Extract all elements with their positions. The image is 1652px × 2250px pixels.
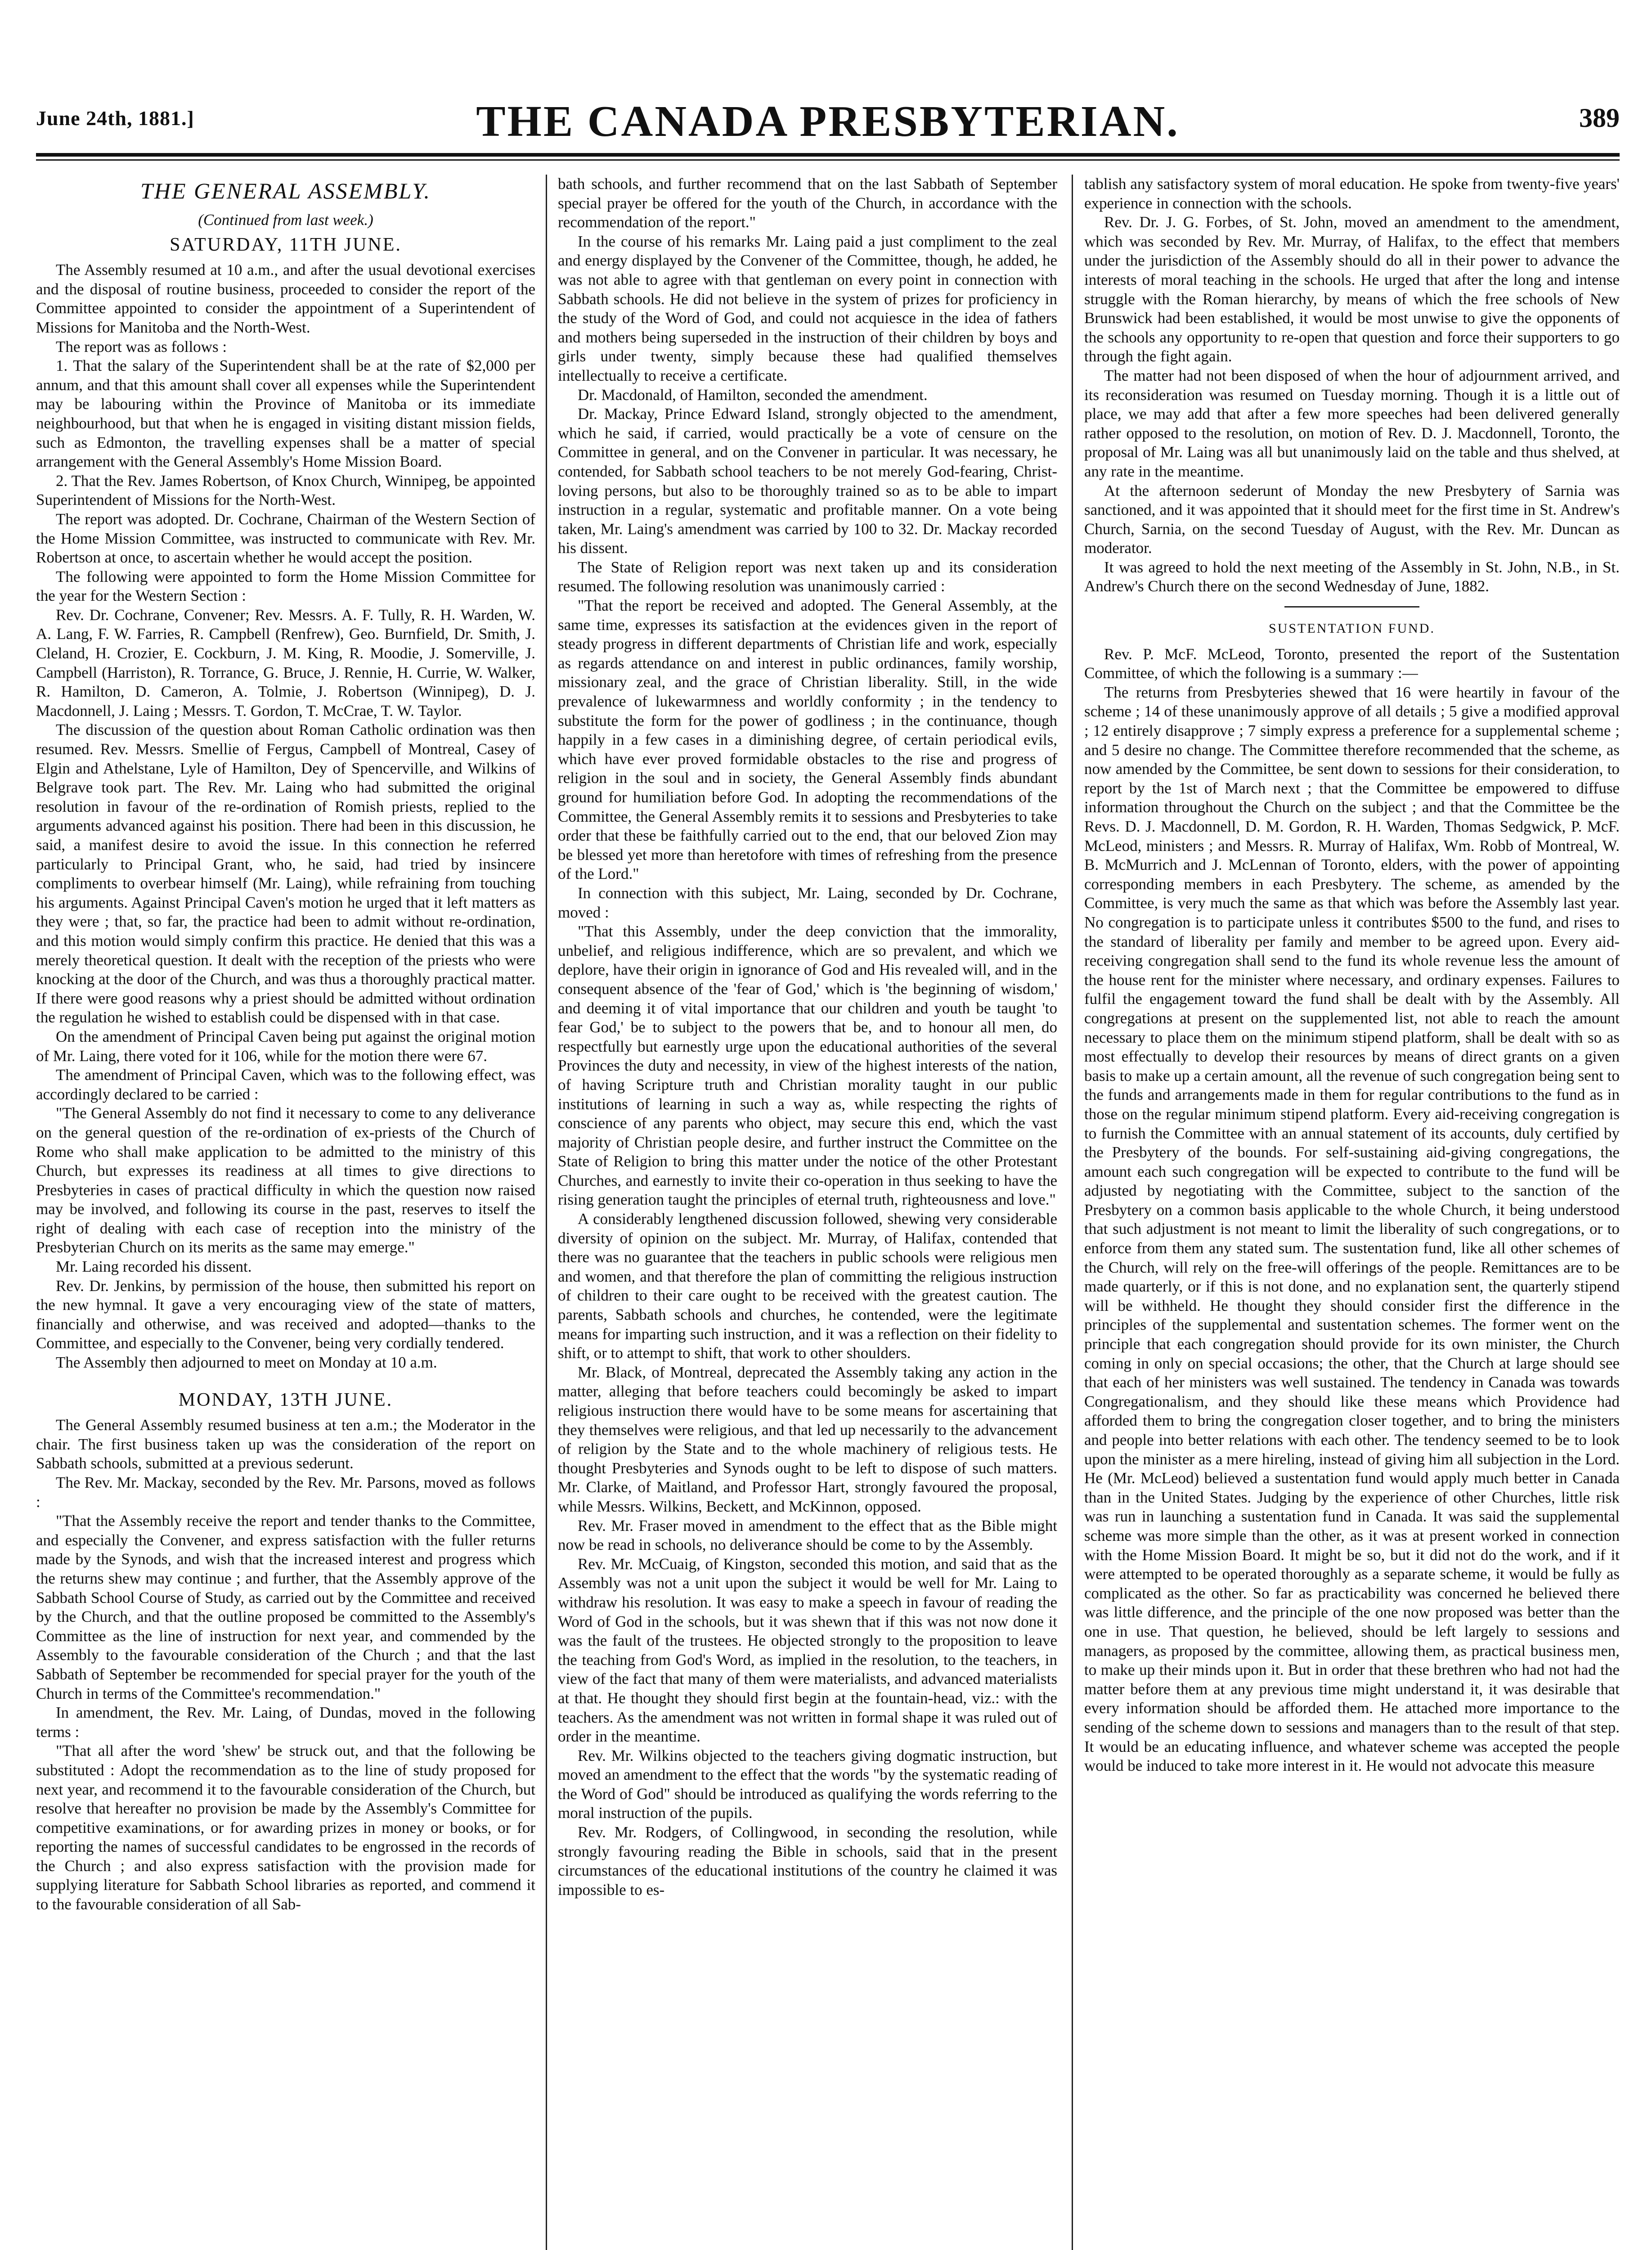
paragraph: The returns from Presbyteries shewed that 16 were heartily in favour of the scheme ; 14 of these unanimously approve of all details ; 5 give a modified approval ; 12 entirely disapprove ; 7 simply express a preference for a supplemental scheme ; and 5 desire no change. The Committee therefore recommended that the scheme, as now amended by the Committee, be sent down to sessions for their consideration, to report by the 1st of March next ; that the Committee be empowered to diffuse information throughout the Church on the subject ; and that the Committee be the Revs. D. J. Macdonnell, D. M. Gordon, R. H. Warden, Thomas Sedgwick, P. McF. McLeod, ministers ; and Messrs. R. Murray of Halifax, Wm. Robb of Montreal, W. B. McMurrich and J. McLennan of Toronto, elders, with the power of appointing corresponding members in each Presbytery. The scheme, as amended by the Committee, is very much the same as that which was before the Assembly last year. No congregation is to participate unless it contributes $500 to the fund, and rises to the standard of liberality per family and member to be agreed upon. Every aid-receiving congregation shall send to the fund its whole revenue less the amount of the house rent for the minister where necessary, and ordinary expenses. Failures to fulfil the engagement toward the fund shall be dealt with by the Assembly. All congregations at present on the supplemented list, not able to reach the amount necessary to place them on the minimum stipend platform, shall be dealt with so as most effectually to develop their resources by means of direct grants on a given basis to make up a certain amount, all the revenue of such congregation being sent to the funds and arrangements made in them for regular contributions to the fund as in those on the regular minimum stipend platform. Every aid-receiving congregation is to furnish the Committee with an annual statement of its accounts, duly certified by the Presbytery of the bounds. For self-sustaining aid-giving congregations, the amount each such congregation will be expected to contribute to the fund will be adjusted by negotiating with the Committee, subject to the sanction of the Presbytery on a common basis applicable to the whole Church, it being understood that such adjustment is not meant to limit the liberality of such congregations, or to enforce from them any stated sum. The sustentation fund, like all other schemes of the Church, will rely on the free-will offerings of the people. Remittances are to be made quarterly, or if this is not done, and no explanation sent, the quarterly stipend will be withheld. He thought they should consider first the difference in the principles of the supplemental and sustentation schemes. The former went on the principle that each congregation should provide for its own minister, the Church coming in only on special occasions; the other, that the Church at large should see that each of her ministers was well sustained. The tendency in Canada was towards Congregationalism, and they should like these means which Providence had afforded them to bring the congregation closer together, and to bring the ministers and people into better relations with each other. The tendency seemed to be to look upon the minister as a mere hireling, instead of giving him all subjection in the Lord. He (Mr. McLeod) believed a sustentation fund would apply much better in Canada than in the United States. Judging by the experience of other Churches, little risk was run in launching a sustentation fund in Canada. It was said the supplemental scheme was more simple than the other, as it was at present worked in connection with the Home Mission Board. It might be so, but it did not do the work, and if it were attempted to be operated thoroughly as a separate scheme, it would be fully as complicated as the other. So far as practicability was concerned he believed there was little difference, and the principle of the one now proposed was better than the one in use. That question, he believed, should be left largely to sessions and managers, as proposed by the committee, allowing them, as practical business men, to make up their minds upon it. But in order that these brethren who had not had the matter before them at any previous time might understand it, it was desirable that every information should be afforded them. He attached more importance to the sending of the scheme down to sessions and managers than to the result of that step. It would be an educating influence, and whatever scheme was accepted the people would be induced to take more interest in it. He would not advocate this measure	[1084, 683, 1620, 1775]
paragraph: The Assembly resumed at 10 a.m., and after the usual devotional exercises and the disposal of routine business, proceeded to consider the report of the Committee appointed to consider the appointment of a Superintendent of Missions for Manitoba and the North-West.	[36, 261, 535, 336]
paragraph: 2. That the Rev. James Robertson, of Knox Church, Winnipeg, be appointed Superintendent of Missions for the North-West.	[36, 472, 535, 509]
paragraph: tablish any satisfactory system of moral education. He spoke from twenty-five years' experience in connection with the schools.	[1084, 175, 1620, 212]
paragraph: "That this Assembly, under the deep conviction that the immorality, unbelief, and religious indifference, which are so prevalent, and which we deplore, have their origin in ignorance of God and His revealed will, and in the consequent absence of the 'fear of God,' which is 'the beginning of wisdom,' and deeming it of vital importance that our children and youth be taught 'to fear God,' be to subject to the powers that be, and to honour all men, do respectfully but earnestly urge upon the educational authorities of the several Provinces the duty and necessity, in view of the highest interests of the nation, of having Scripture truth and Christian morality taught in our public institutions of learning in such a way as, while respecting the rights of conscience of any parents who object, may secure this end, which the vast majority of Christian people desire, and further instruct the Committee on the State of Religion to bring this matter under the notice of the other Protestant Churches, and earnestly to invite their co-operation in thus seeking to have the rising generation taught the principles of eternal truth, righteousness and love."	[558, 922, 1057, 1209]
paragraph: On the amendment of Principal Caven being put against the original motion of Mr. Laing, there voted for it 106, while for the motion there were 67.	[36, 1027, 535, 1065]
column-2	[558, 175, 1057, 2250]
column-1	[36, 175, 535, 2250]
paragraph: The Rev. Mr. Mackay, seconded by the Rev. Mr. Parsons, moved as follows :	[36, 1474, 535, 1511]
masthead	[36, 95, 1620, 158]
paragraph: Mr. Black, of Montreal, deprecated the Assembly taking any action in the matter, alleging that before teachers could becomingly be asked to impart religious instruction there would have to be some means for ascertaining that they themselves were religious, and that led up necessarily to the advancement of religion by the State and to the whole machinery of religious tests. He thought Presbyteries and Synods ought to be left to dispose of such matters. Mr. Clarke, of Maitland, and Professor Hart, strongly favoured the proposal, while Messrs. Wilkins, Beckett, and McKinnon, opposed.	[558, 1363, 1057, 1515]
paragraph: Rev. Dr. Jenkins, by permission of the house, then submitted his report on the new hymnal. It gave a very encouraging view of the state of matters, financially and otherwise, and was received and adopted—thanks to the Committee, and especially to the Convener, being very cordially tendered.	[36, 1277, 535, 1352]
section-heading-sustentation-fund: SUSTENTATION FUND.	[1269, 621, 1435, 636]
paragraph: "That all after the word 'shew' be struck out, and that the following be substituted : Adopt the recommendation as to the line of study proposed for next year, and recommend it to the favourable consideration of the Church, but resolve that hereafter no provision be made by the Assembly's Committee for competitive examinations, or for awarding prizes in money or books, or for reporting the names of successful candidates to be engrossed in the records of the Church ; and also express satisfaction with the provision made for supplying literature for Sabbath School libraries as reported, and commend it to the favourable consideration of all Sab-	[36, 1742, 535, 1913]
paragraph: Rev. Dr. J. G. Forbes, of St. John, moved an amendment to the amendment, which was seconded by Rev. Mr. Murray, of Halifax, to the effect that members under the jurisdiction of the Assembly should do all in their power to advance the interests of moral teaching in the schools. He urged that after the long and intense struggle with the Roman hierarchy, by means of which the free schools of New Brunswick had been established, it would be most unwise to give the opponents of the schools any opportunity to re-open that question and force their supporters to go through the fight again.	[1084, 213, 1620, 365]
day-heading-saturday: SATURDAY, 11TH JUNE.	[170, 234, 402, 255]
paragraph: Dr. Mackay, Prince Edward Island, strongly objected to the amendment, which he said, if carried, would practically be a vote of censure on the Committee in general, and on the Convener in particular. It was necessary, he contended, for Sabbath school teachers to be not merely God-fearing, Christ-loving persons, but also to be thoroughly trained so as to be able to impart instruction in a regular, systematic and profitable manner. On a vote being taken, Mr. Laing's amendment was carried by 100 to 32. Dr. Mackay recorded his dissent.	[558, 405, 1057, 557]
masthead-rule-thin	[36, 159, 1620, 161]
masthead-rule-thick	[36, 153, 1620, 157]
paragraph: "The General Assembly do not find it necessary to come to any deliverance on the general question of the re-ordination of ex-priests of the Church of Rome who shall make application to be admitted to the ministry of this Church, but expresses its readiness at all times to give directions to Presbyteries in cases of practical difficulty in which the question now raised may be involved, and following its course in the past, reserves to itself the right of dealing with each case of reception into the ministry of the Presbyterian Church on its merits as the same may emerge."	[36, 1104, 535, 1256]
paragraph: In amendment, the Rev. Mr. Laing, of Dundas, moved in the following terms :	[36, 1704, 535, 1741]
paragraph: It was agreed to hold the next meeting of the Assembly in St. John, N.B., in St. Andrew's Church there on the second Wednesday of June, 1882.	[1084, 558, 1620, 595]
paragraph: A considerably lengthened discussion followed, shewing very considerable diversity of opinion on the subject. Mr. Murray, of Halifax, contended that there was no guarantee that the teachers in public schools were religious men and women, and that therefore the plan of committing the religious instruction of children to their care ought to be received with the greatest caution. The parents, Sabbath schools and churches, he contended, were the legitimate means for imparting such instruction, and it was a reflection on their fidelity to shift, or to attempt to shift, that work to other shoulders.	[558, 1210, 1057, 1362]
paragraph: Rev. Mr. McCuaig, of Kingston, seconded this motion, and said that as the Assembly was not a unit upon the subject it would be well for Mr. Laing to withdraw his resolution. It was easy to make a speech in favour of reading the Word of God in the schools, but it was shewn that if this was not now done it was the fault of the trustees. He objected strongly to the proposition to leave the teaching from God's Word, as implied in the resolution, to the teachers, in view of the fact that many of them were materialists, and advanced materialists at that. He thought they should first begin at the fountain-head, viz.: with the teachers. As the amendment was not written in formal shape it was ruled out of order in the meantime.	[558, 1555, 1057, 1746]
column-3	[1084, 175, 1620, 2250]
paragraph: 1. That the salary of the Superintendent shall be at the rate of $2,000 per annum, and that this amount shall cover all expenses while the Superintendent may be labouring within the Province of Manitoba or its immediate neighbourhood, but that when he is engaged in visiting distant mission fields, such as Edmonton, the travelling expenses shall be a matter of special arrangement with the General Assembly's Home Mission Board.	[36, 357, 535, 471]
paragraph: The matter had not been disposed of when the hour of adjournment arrived, and its reconsideration was resumed on Tuesday morning. Though it is a little out of place, we may add that after a few more speeches had been delivered generally rather opposed to the resolution, on motion of Rev. D. J. Macdonnell, Toronto, the proposal of Mr. Laing was all but unanimously laid on the table and thus shelved, at any rate in the meantime.	[1084, 366, 1620, 480]
paragraph: "That the report be received and adopted. The General Assembly, at the same time, expresses its satisfaction at the evidences given in the report of steady progress in different departments of Christian life and work, especially as regards attendance on and interest in public ordinances, family worship, missionary zeal, and the grace of Christian liberality. Still, in the wide prevalence of lukewarmness and worldly conformity ; in the tendency to substitute the form for the power of godliness ; in the continuance, though happily in a few cases in a diminishing degree, of certain periodical evils, which have ever proved formidable obstacles to the rise and progress of religion in the soul and in society, the General Assembly finds abundant ground for humiliation before God. In adopting the recommendations of the Committee, the General Assembly remits it to sessions and Presbyteries to take order that these be faithfully carried out to the end, that our beloved Zion may be blessed yet more than heretofore with times of refreshing from the presence of the Lord."	[558, 597, 1057, 883]
section-divider	[1284, 606, 1419, 608]
paragraph: In connection with this subject, Mr. Laing, seconded by Dr. Cochrane, moved :	[558, 884, 1057, 921]
issue-date: June 24th, 1881.]	[36, 107, 194, 130]
paragraph: The State of Religion report was next taken up and its consideration resumed. The following resolution was unanimously carried :	[558, 558, 1057, 595]
column-divider-1	[546, 175, 547, 2250]
paragraph: The discussion of the question about Roman Catholic ordination was then resumed. Rev. Messrs. Smellie of Fergus, Campbell of Montreal, Casey of Elgin and Athelstane, Lyle of Hamilton, Dey of Spencerville, and Wilkins of Belgrave took part. The Rev. Mr. Laing who had submitted the original resolution in favour of the re-ordination of Romish priests, replied to the arguments advanced against his position. There had been in this discussion, he said, a manifest desire to avoid the issue. In this connection he referred particularly to Principal Grant, who, he said, had tried by insincere compliments to overbear himself (Mr. Laing), while refraining from touching his arguments. Against Principal Caven's motion he urged that it left matters as they were ; that, so far, the practice had been to admit without re-ordination, and this motion would simply confirm this practice. He denied that this was a merely theoretical question. It dealt with the reception of the priests who were knocking at the door of the Church, and was thus a thoroughly practical matter. If there were good reasons why a priest should be admitted without ordination the regulation he wished to establish could be dispensed with in that case.	[36, 721, 535, 1026]
paragraph: The Assembly then adjourned to meet on Monday at 10 a.m.	[56, 1354, 437, 1372]
paragraph: At the afternoon sederunt of Monday the new Presbytery of Sarnia was sanctioned, and it was appointed that it should meet for the first time in St. Andrew's Church, Sarnia, on the second Tuesday of August, with the Rev. Mr. Duncan as moderator.	[1084, 482, 1620, 557]
article-title: THE GENERAL ASSEMBLY.	[140, 178, 431, 203]
paragraph: Rev. P. McF. McLeod, Toronto, presented the report of the Sustentation Committee, of which the following is a summary :—	[1084, 645, 1620, 682]
paragraph: "That the Assembly receive the report and tender thanks to the Committee, and especially the Convener, and express satisfaction with the fuller returns made by the Synods, and wish that the increased interest and progress which the returns shew may continue ; and further, that the Assembly approve of the Sabbath School Course of Study, as carried out by the Committee and received by the Church, and that the outline proposed be committed to the Assembly's Committee as the line of instruction for next year, and commended by the Assembly to the favourable consideration of the Church ; and that the last Sabbath of September be recommended for special prayer for the youth of the Church in terms of the Committee's recommendation."	[36, 1512, 535, 1702]
paragraph: The report was adopted. Dr. Cochrane, Chairman of the Western Section of the Home Mission Committee, was instructed to communicate with Rev. Mr. Robertson at once, to ascertain whether he would accept the position.	[36, 510, 535, 567]
paragraph: Mr. Laing recorded his dissent.	[56, 1258, 252, 1276]
paragraph: The amendment of Principal Caven, which was to the following effect, was accordingly declared to be carried :	[36, 1066, 535, 1103]
paragraph: Dr. Macdonald, of Hamilton, seconded the amendment.	[578, 386, 928, 404]
paragraph: The General Assembly resumed business at ten a.m.; the Moderator in the chair. The first business taken up was the consideration of the report on Sabbath schools, submitted at a previous sederunt.	[36, 1416, 535, 1472]
paragraph: The report was as follows :	[56, 338, 227, 356]
paragraph: In the course of his remarks Mr. Laing paid a just compliment to the zeal and energy displayed by the Convener of the Committee, though, he added, he was not able to agree with that gentleman on every point in connection with Sabbath schools. He did not believe in the system of prizes for proficiency in the study of the Word of God, and could not acquiesce in the idea of fathers and mothers being superseded in the instruction of their children by boys and girls under twenty, simply because these had qualified themselves intellectually to receive a certificate.	[558, 232, 1057, 384]
article-subtitle: (Continued from last week.)	[198, 211, 373, 229]
paragraph: bath schools, and further recommend that on the last Sabbath of September special prayer be offered for the youth of the Church, in accordance with the recommendation of the report."	[558, 175, 1057, 231]
paragraph: Rev. Mr. Fraser moved in amendment to the effect that as the Bible might now be read in schools, no deliverance should be come to by the Assembly.	[558, 1516, 1057, 1554]
column-divider-2	[1072, 175, 1073, 2250]
paragraph: Rev. Mr. Rodgers, of Collingwood, in seconding the resolution, while strongly favouring reading the Bible in schools, said that in the present circumstances of the educational institutions of the country he claimed it was impossible to es-	[558, 1823, 1057, 1899]
paragraph: Rev. Dr. Cochrane, Convener; Rev. Messrs. A. F. Tully, R. H. Warden, W. A. Lang, F. W. Farries, R. Campbell (Renfrew), Geo. Burnfield, Dr. Smith, J. Cleland, H. Crozier, E. Cockburn, J. M. King, R. Moodie, J. Somerville, J. Campbell (Harriston), R. Torrance, G. Bruce, J. Rennie, H. Currie, W. Walker, R. Hamilton, D. Cameron, A. Tolmie, J. Robertson (Winnipeg), D. J. Macdonnell, J. Laing ; Messrs. T. Gordon, T. McCrae, T. W. Taylor.	[36, 606, 535, 720]
newspaper-title: THE CANADA PRESBYTERIAN.	[476, 97, 1180, 146]
paragraph: Rev. Mr. Wilkins objected to the teachers giving dogmatic instruction, but moved an amendment to the effect that the words "by the systematic reading of the Word of God" should be introduced as qualifying the words referring to the moral instruction of the pupils.	[558, 1746, 1057, 1822]
day-heading-monday: MONDAY, 13TH JUNE.	[178, 1389, 393, 1410]
paragraph: The following were appointed to form the Home Mission Committee for the year for the Western Section :	[36, 567, 535, 605]
page-number: 389	[1579, 103, 1620, 133]
